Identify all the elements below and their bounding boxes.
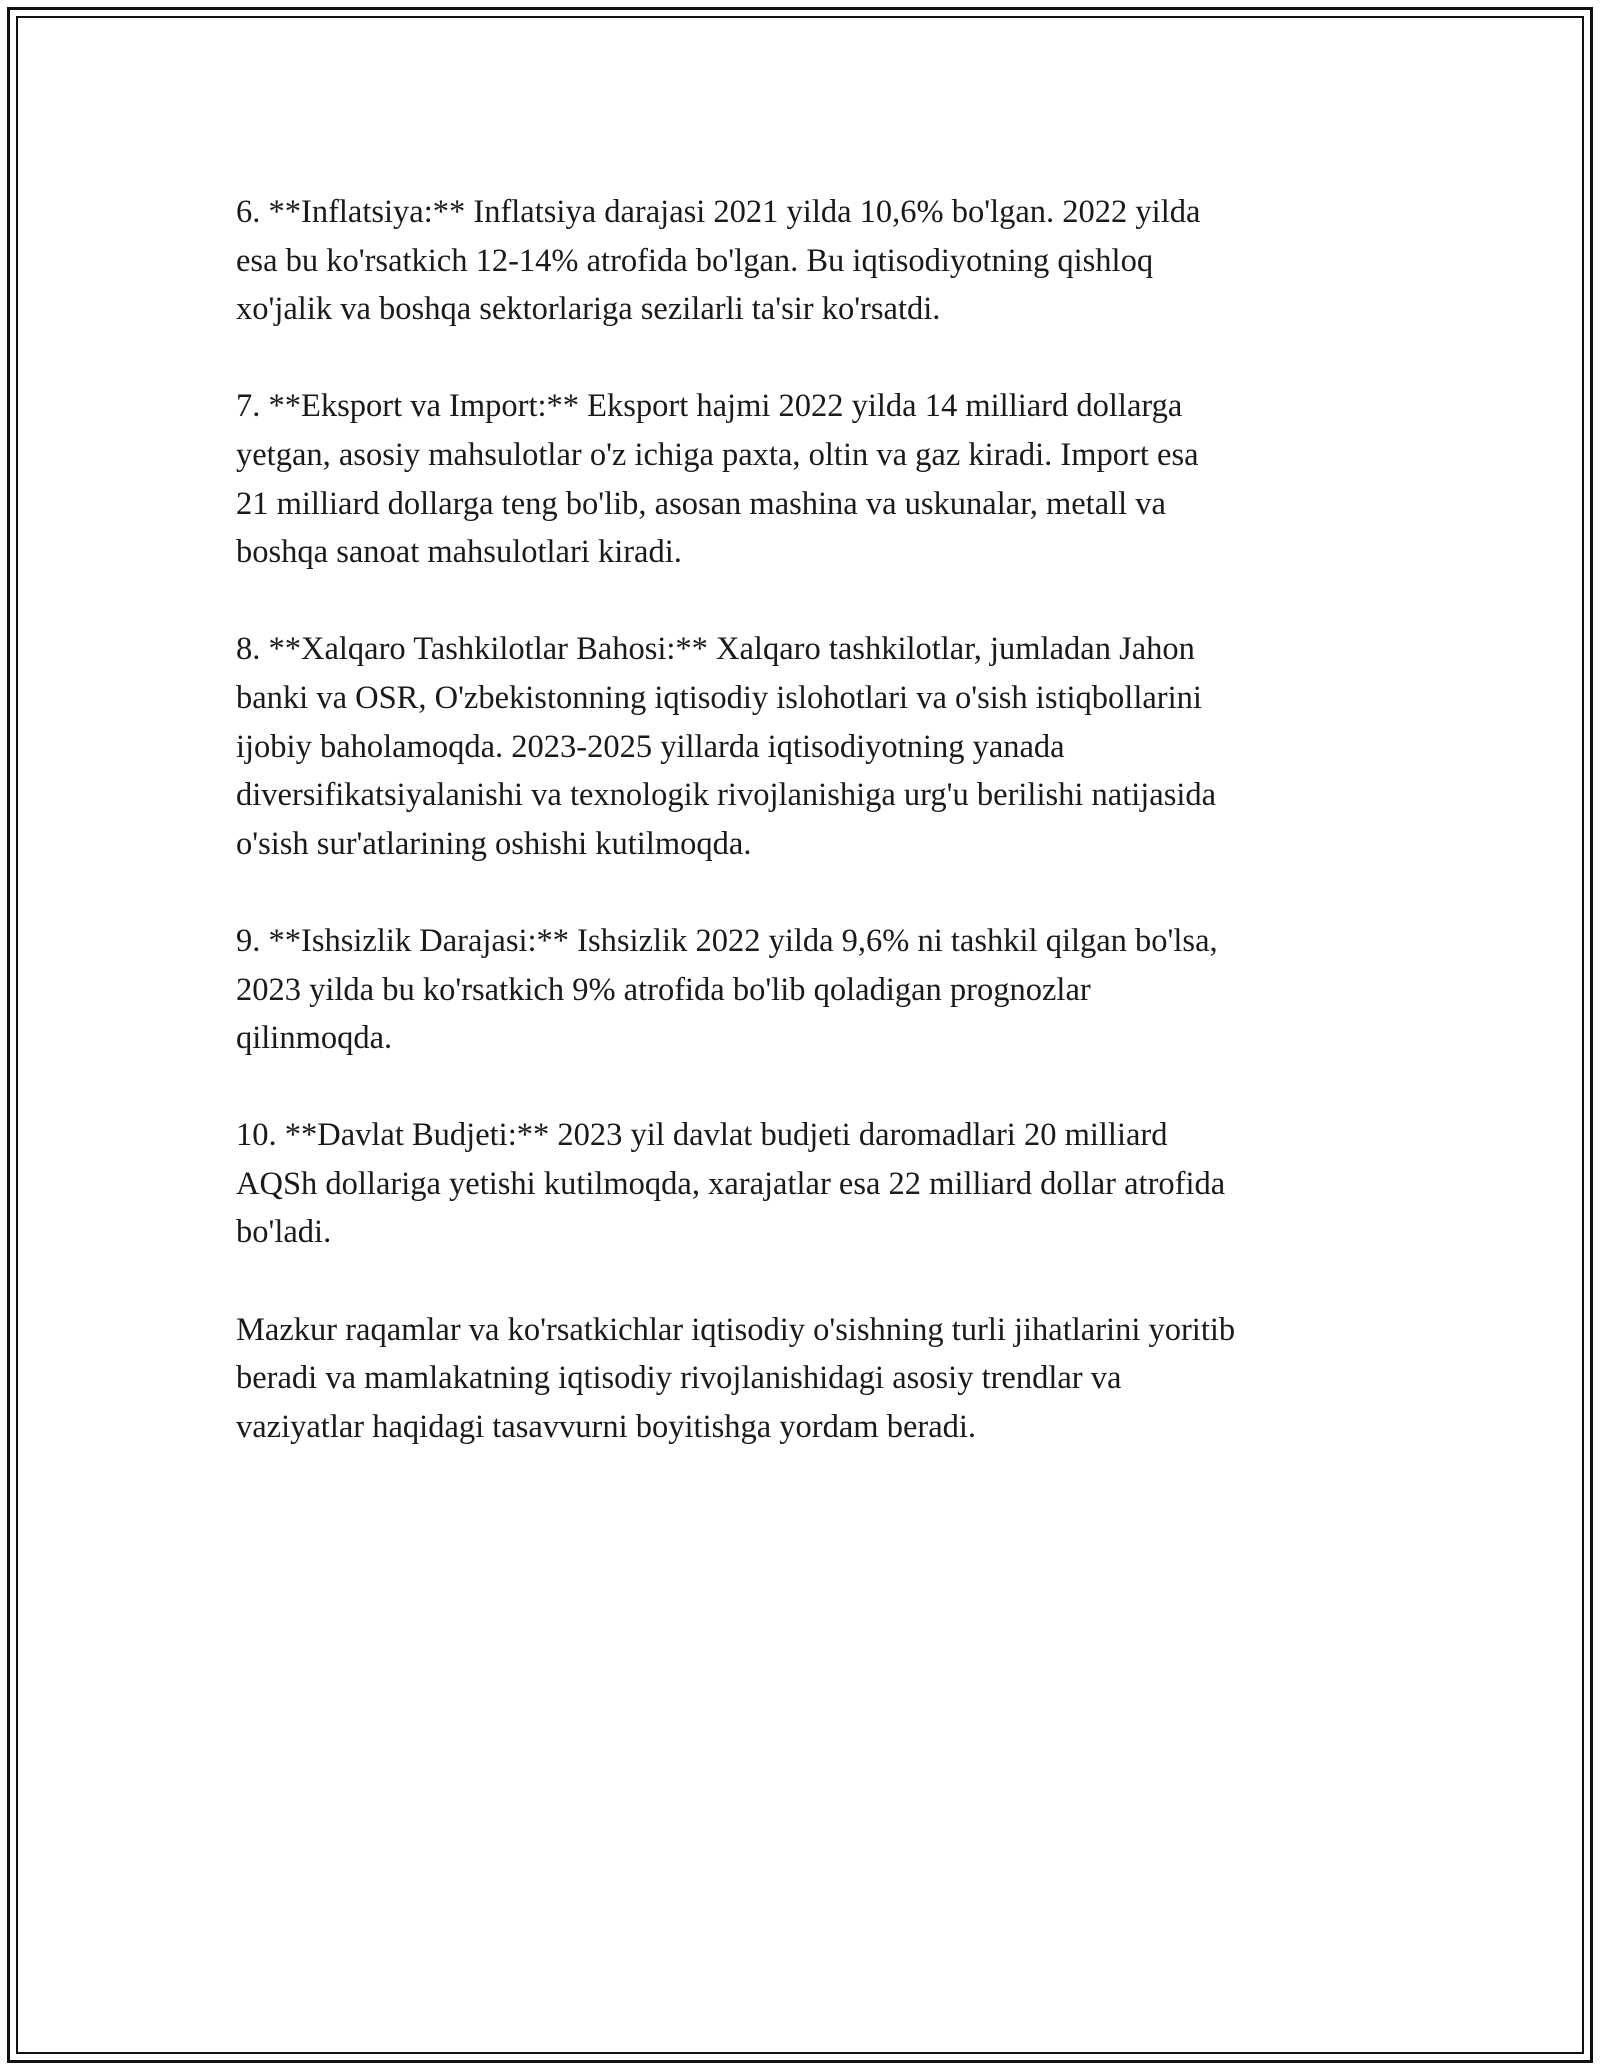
text-line: ijobiy baholamoqda. 2023-2025 yillarda iqtisodiyotning yanada: [236, 728, 1065, 765]
text-line: xo'jalik va boshqa sektorlariga sezilarli ta'sir ko'rsatdi.: [236, 291, 941, 328]
text-line: o'sish sur'atlarining oshishi kutilmoqda.: [236, 825, 752, 862]
text-line: AQSh dollariga yetishi kutilmoqda, xarajatlar esa 22 milliard dollar atrofida: [236, 1165, 1226, 1202]
text-line: 10. **Davlat Budjeti:** 2023 yil davlat budjeti daromadlari 20 milliard: [236, 1117, 1168, 1154]
text-line: 21 milliard dollarga teng bo'lib, asosan mashina va uskunalar, metall va: [236, 485, 1166, 522]
text-line: 8. **Xalqaro Tashkilotlar Bahosi:** Xalqaro tashkilotlar, jumladan Jahon: [236, 631, 1195, 668]
text-line: esa bu ko'rsatkich 12-14% atrofida bo'lgan. Bu iqtisodiyotning qishloq: [236, 242, 1154, 279]
text-line: bo'ladi.: [236, 1214, 332, 1251]
text-line: yetgan, asosiy mahsulotlar o'z ichiga paxta, oltin va gaz kiradi. Import esa: [236, 436, 1199, 473]
text-line: vaziyatlar haqidagi tasavvurni boyitishga yordam beradi.: [236, 1408, 977, 1445]
text-line: qilinmoqda.: [236, 1020, 393, 1057]
paragraph-international-assessment: [236, 625, 1416, 868]
text-line: 9. **Ishsizlik Darajasi:** Ishsizlik 2022 yilda 9,6% ni tashkil qilgan bo'lsa,: [236, 922, 1218, 959]
paragraph-export-import: [236, 382, 1416, 576]
paragraph-inflation: [236, 188, 1416, 334]
paragraph-state-budget: [236, 1111, 1416, 1257]
document-body: [236, 188, 1416, 1500]
text-line: beradi va mamlakatning iqtisodiy rivojlanishidagi asosiy trendlar va: [236, 1360, 1122, 1397]
text-line: 6. **Inflatsiya:** Inflatsiya darajasi 2021 yilda 10,6% bo'lgan. 2022 yilda: [236, 194, 1201, 230]
text-line: banki va OSR, O'zbekistonning iqtisodiy islohotlari va o'sish istiqbollarini: [236, 679, 1202, 716]
text-line: 7. **Eksport va Import:** Eksport hajmi 2022 yilda 14 milliard dollarga: [236, 388, 1183, 425]
paragraph-conclusion: [236, 1306, 1416, 1452]
paragraph-unemployment: [236, 917, 1416, 1063]
text-line: 2023 yilda bu ko'rsatkich 9% atrofida bo'lib qoladigan prognozlar: [236, 971, 1091, 1008]
text-line: Mazkur raqamlar va ko'rsatkichlar iqtisodiy o'sishning turli jihatlarini yoritib: [236, 1311, 1236, 1348]
text-line: diversifikatsiyalanishi va texnologik rivojlanishiga urg'u berilishi natijasida: [236, 777, 1217, 814]
text-line: boshqa sanoat mahsulotlari kiradi.: [236, 534, 682, 571]
